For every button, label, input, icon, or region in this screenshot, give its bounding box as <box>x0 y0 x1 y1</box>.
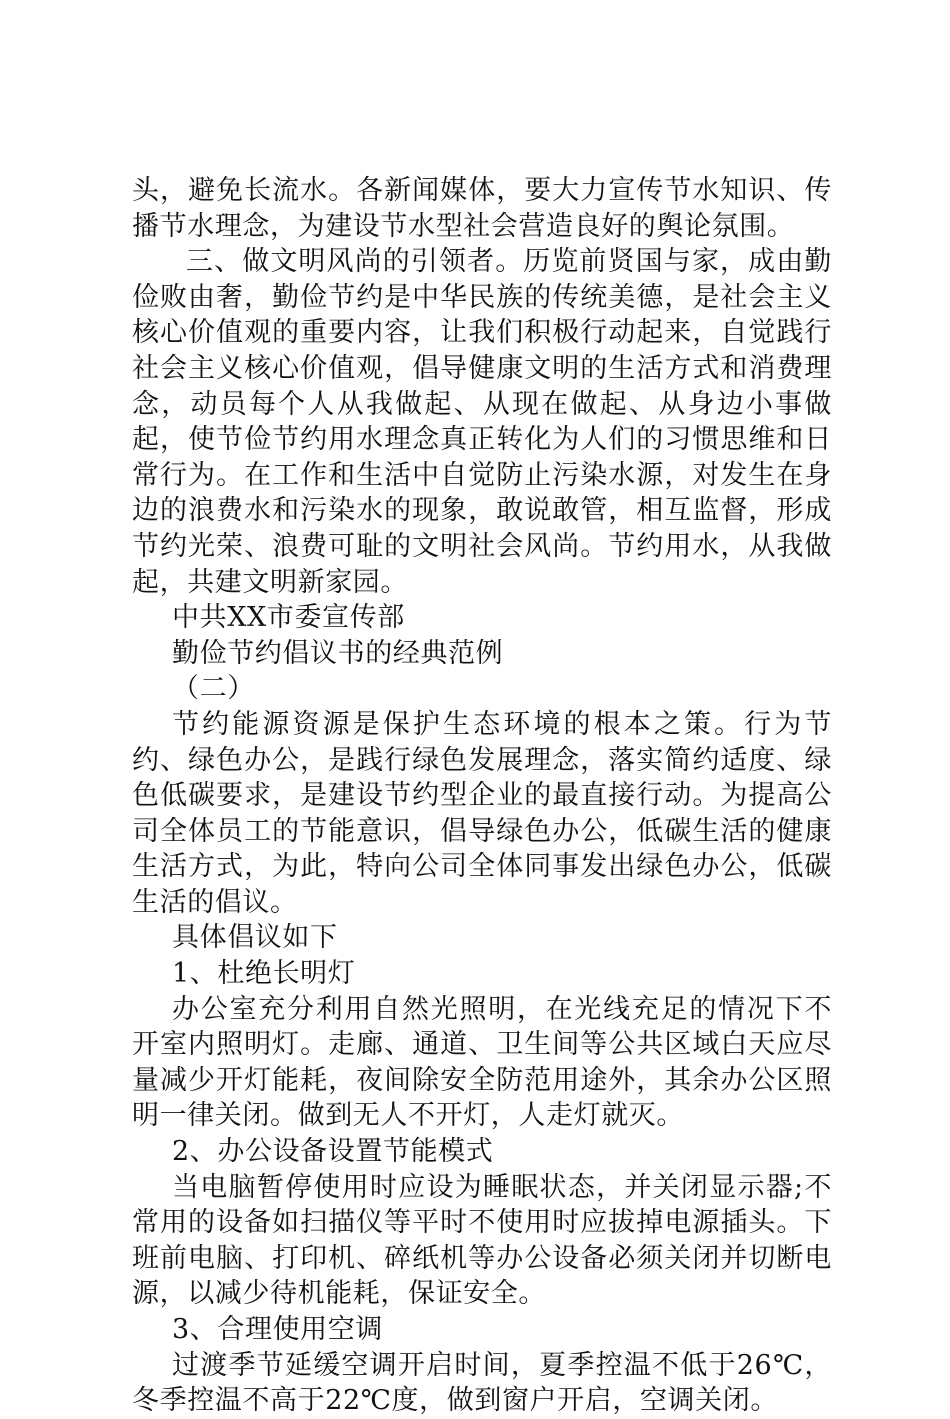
document-subtitle: 勤俭节约倡议书的经典范例 <box>172 637 504 669</box>
document-body <box>132 173 832 1419</box>
paragraph-1: 头，避免长流水。各新闻媒体，要大力宣传节水知识、传播节水理念，为建设节水型社会营造良好的舆论氛围。 <box>132 175 832 242</box>
item-heading-3: 3、合理使用空调 <box>172 1314 383 1345</box>
paragraph-intro: 节约能源资源是保护生态环境的根本之策。行为节约、绿色办公，是践行绿色发展理念，落实简约适度、绿色低碳要求，是建设节约型企业的最直接行动。为提高公司全体员工的节能意识，倡导绿色办公，低碳生活的健康生活方式，为此，特向公司全体同事发出绿色办公，低碳生活的倡议。 <box>132 708 832 918</box>
signature-department: 中共XX市委宣传部 <box>172 602 405 634</box>
section-number: （二） <box>172 673 255 705</box>
proposal-heading: 具体倡议如下 <box>172 922 338 954</box>
item-heading-2: 2、办公设备设置节能模式 <box>172 1136 494 1168</box>
item-body-1: 办公室充分利用自然光照明，在光线充足的情况下不开室内照明灯。走廊、通道、卫生间等公共区域白天应尽量减少开灯能耗，夜间除安全防范用途外，其余办公区照明一律关闭。做到无人不开灯，人走灯就灭。 <box>132 993 832 1132</box>
item-body-2: 当电脑暂停使用时应设为睡眠状态，并关闭显示器;不常用的设备如扫描仪等平时不使用时应拔掉电源插头。下班前电脑、打印机、碎纸机等办公设备必须关闭并切断电源，以减少待机能耗，保证安全。 <box>132 1171 832 1310</box>
item-heading-1: 1、杜绝长明灯 <box>172 958 356 990</box>
item-body-3: 过渡季节延缓空调开启时间，夏季控温不低于26℃，冬季控温不高于22℃度，做到窗户开启，空调关闭。 <box>132 1349 832 1417</box>
paragraph-section-three: 三、做文明风尚的引领者。历览前贤国与家，成由勤俭败由奢，勤俭节约是中华民族的传统美德，是社会主义核心价值观的重要内容，让我们积极行动起来，自觉践行社会主义核心价值观，倡导健康文明的生活方式和消费理念，动员每个人从我做起、从现在做起、从身边小事做起，使节俭节约用水理念真正转化为人们的习惯思维和日常行为。在工作和生活中自觉防止污染水源，对发生在身边的浪费水和污染水的现象，敢说敢管，相互监督，形成节约光荣、浪费可耻的文明社会风尚。节约用水，从我做起，共建文明新家园。 <box>132 246 832 598</box>
